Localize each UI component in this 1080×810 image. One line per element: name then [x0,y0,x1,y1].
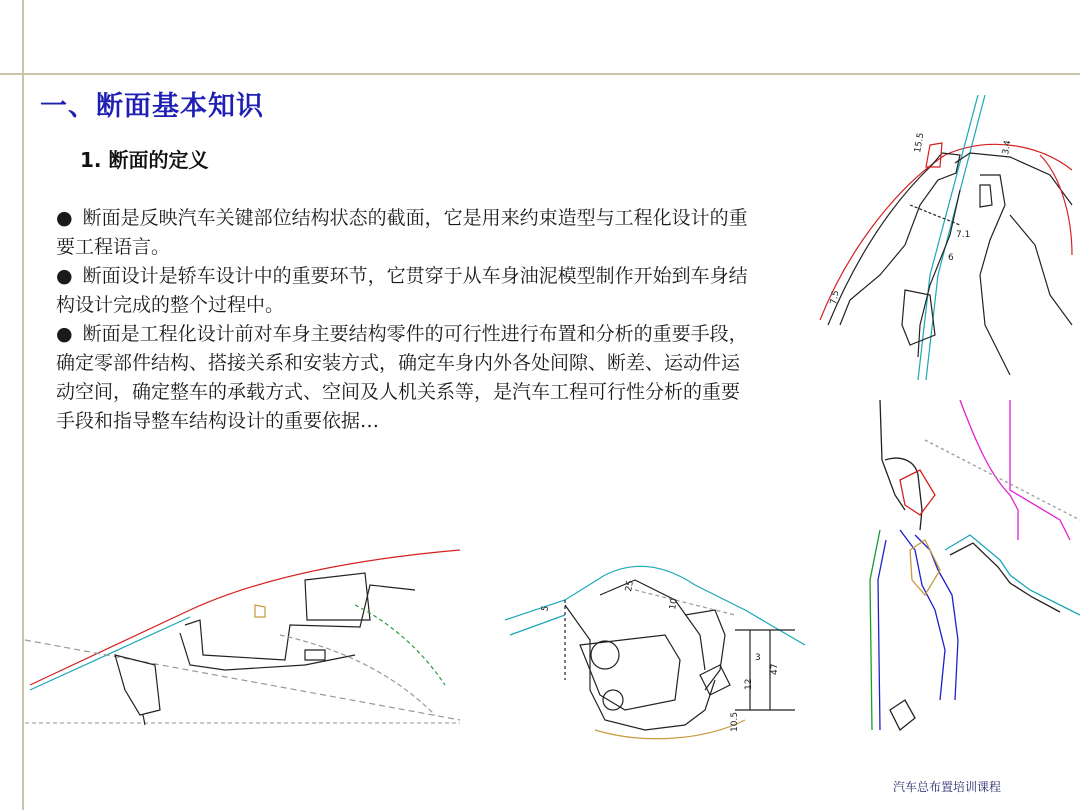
dim-label: 47 [770,663,780,675]
paragraph-1-text: 断面是反映汽车关键部位结构状态的截面，它是用来约束造型与工程化设计的重要工程语言。 [56,207,748,258]
dim-label: 3.4 [1001,139,1014,156]
definition-text [56,204,756,436]
paragraph-1 [56,204,756,262]
section-drawing-bottom-left [25,545,460,755]
dim-label: 15.5 [913,132,927,154]
top-rule-line [0,73,1080,75]
left-rule-line [22,0,24,810]
dim-label: 7.1 [956,230,971,240]
paragraph-2-text: 断面设计是轿车设计中的重要环节，它贯穿于从车身油泥模型制作开始到车身结构设计完成的整个过程中。 [56,265,748,316]
course-footer: 汽车总布置培训课程 [893,780,1002,794]
dim-label: 7.5 [829,289,842,306]
dim-label: 12 [744,678,754,690]
section-drawing-bottom-center [505,560,825,750]
section-drawing-top-right [810,95,1080,380]
dim-label: 5 [540,604,552,613]
dim-label: 6 [948,253,954,263]
paragraph-3 [56,320,756,436]
dim-label: 10.5 [730,711,740,732]
paragraph-3-text: 断面是工程化设计前对车身主要结构零件的可行性进行布置和分析的重要手段，确定零部件结构、搭接关系和安装方式，确定车身内外各处间隙、断差、运动件运动空间，确定整车的承载方式、空间及人机关系等，是汽车工程可行性分析的重要手段和指导整车结构设计的重要依据… [56,323,748,432]
bullet-icon: ● [56,265,73,287]
dim-label: 3 [755,653,761,663]
section-subtitle: 1. 断面的定义 [80,148,209,172]
section-drawing-right-middle [860,400,1080,740]
slide-title: 一、断面基本知识 [40,91,264,122]
bullet-icon: ● [56,207,73,229]
dim-label: 10 [668,597,680,611]
paragraph-2 [56,262,756,320]
bullet-icon: ● [56,323,73,345]
dim-label: 25 [624,579,636,593]
